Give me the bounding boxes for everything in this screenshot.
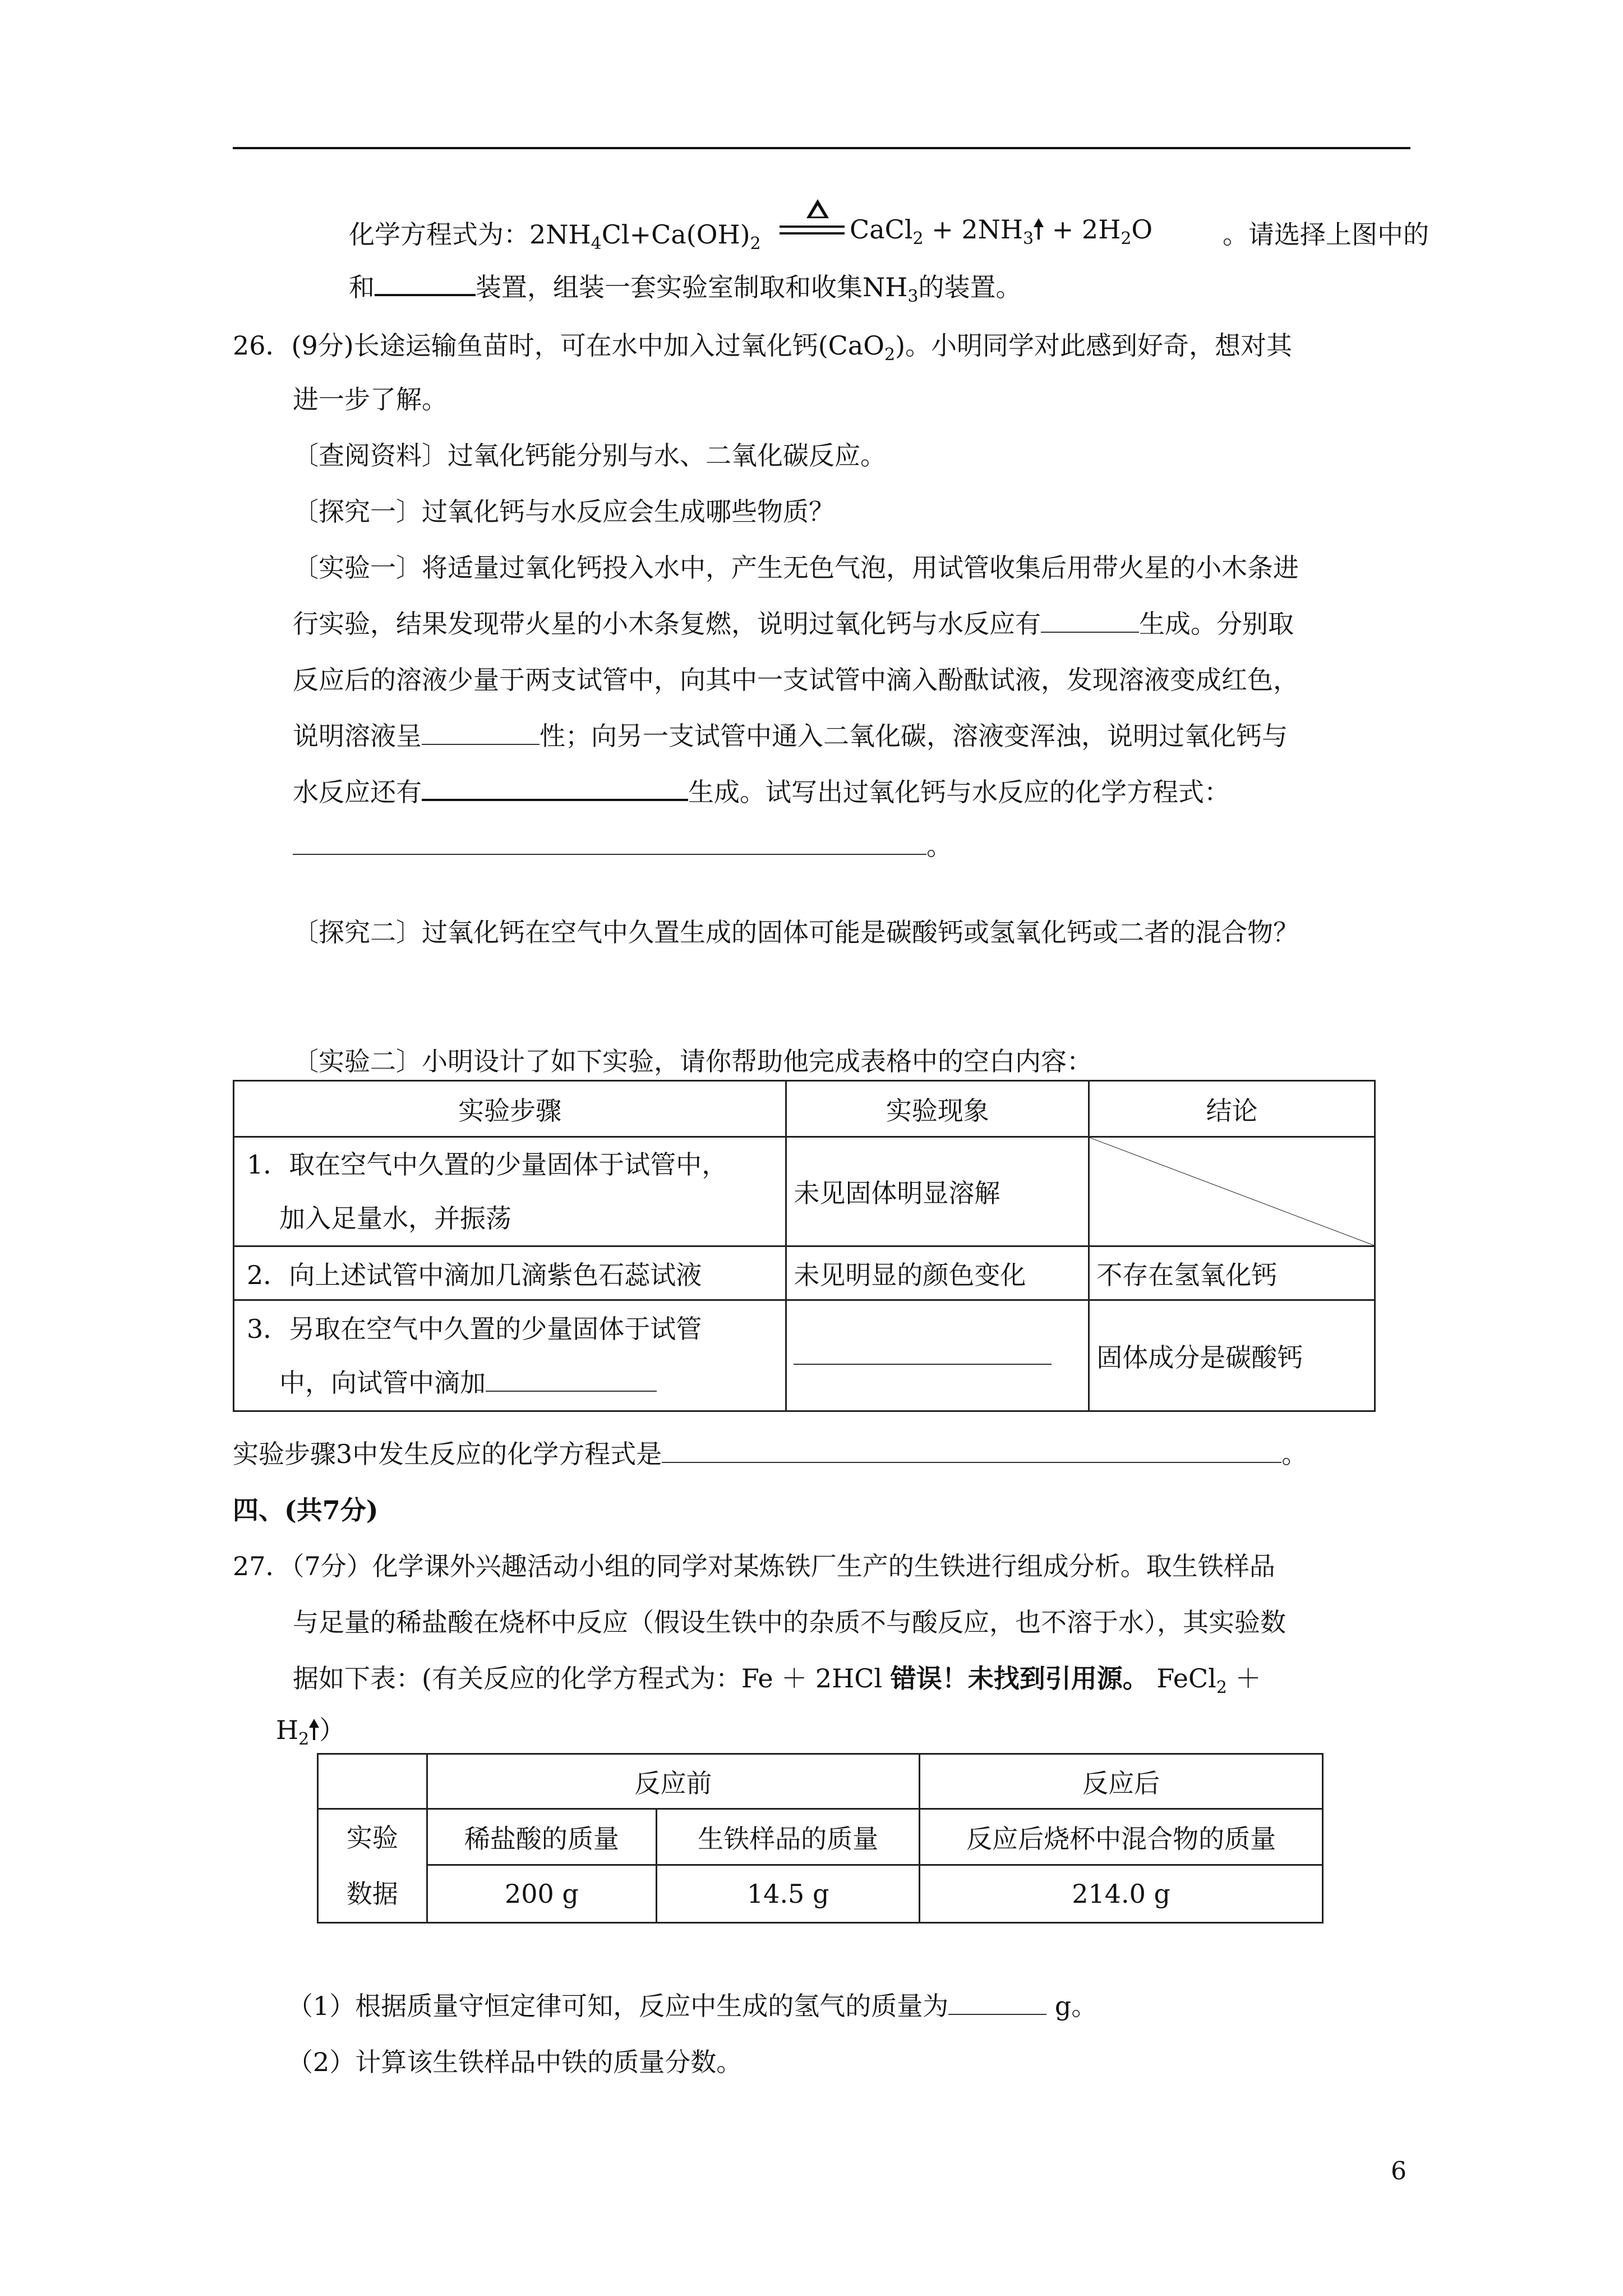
q26-exp1-line4	[293, 716, 1288, 753]
text: )。小明同学对此感到好奇，想对其	[895, 330, 1293, 361]
equals-bar-bottom	[780, 232, 845, 234]
table-row	[318, 1865, 1323, 1923]
subscript: 2	[1121, 229, 1132, 249]
error-text: 错误！未找到引用源。	[890, 1663, 1149, 1694]
table-header-row	[234, 1081, 1375, 1137]
q27-sub1	[287, 1986, 1097, 2023]
text: 。	[1281, 1439, 1308, 1469]
text: 和	[349, 272, 375, 302]
formula-part: CaCl	[850, 214, 913, 245]
row-label: 实验	[346, 1823, 398, 1853]
diagonal-line	[1090, 1138, 1374, 1245]
q27-line4	[276, 1710, 345, 1749]
q26-explore2: 〔探究二〕过氧化钙在空气中久置生成的固体可能是碳酸钙或氢氧化钙或二者的混合物？	[293, 917, 1299, 947]
row-label-cell	[318, 1809, 427, 1923]
subscript: 2	[1216, 1678, 1227, 1697]
formula-part: + 2H	[1044, 214, 1121, 245]
text: g。	[1046, 1991, 1098, 2021]
text: 生成。分别取	[1139, 609, 1294, 639]
value-cell: 214.0 g	[920, 1865, 1323, 1923]
device-line	[349, 267, 1021, 306]
text: 。	[926, 831, 952, 861]
experiment-table	[233, 1080, 1376, 1412]
subscript: 2	[298, 1729, 310, 1749]
subscript: 2	[750, 234, 761, 254]
step-text: 1．取在空气中久置的少量固体于试管中，	[247, 1149, 728, 1180]
text: 水反应还有	[293, 777, 422, 807]
value-cell: 14.5 g	[657, 1865, 920, 1923]
section-title: 四、(共7分)	[233, 1495, 379, 1525]
q26-exp1-line5	[293, 772, 1230, 809]
q27-line1: 27．（7分）化学课外兴趣活动小组的同学对某炼铁厂生产的生铁进行组成分析。取生铁样品	[233, 1551, 1275, 1581]
text: 据如下表：(有关反应的化学方程式为：Fe ＋ 2HCl	[293, 1663, 891, 1694]
text: （1）根据质量守恒定律可知，反应中生成的氢气的质量为	[287, 1991, 949, 2021]
heating-triangle-inner	[811, 205, 824, 217]
formula-part: + 2NH	[923, 214, 1023, 245]
answer-blank[interactable]	[486, 1386, 657, 1392]
header-phenomenon: 实验现象	[786, 1081, 1089, 1137]
step-cell	[234, 1137, 786, 1246]
table-header-row	[318, 1754, 1323, 1809]
step-cell	[234, 1300, 786, 1411]
text: 装置，组装一套实验室制取和收集NH	[476, 272, 908, 302]
text: 性；向另一支试管中通入二氧化碳，溶液变浑浊，说明过氧化钙与	[540, 721, 1288, 751]
q26-exp1-line2	[293, 604, 1294, 641]
answer-blank[interactable]	[293, 849, 926, 855]
answer-blank[interactable]	[422, 794, 688, 801]
step-text: 3．另取在空气中久置的少量固体于试管	[247, 1313, 702, 1344]
subscript: 3	[907, 287, 919, 306]
table-row	[234, 1246, 1375, 1300]
q27-line3	[293, 1658, 1261, 1697]
text: ）	[319, 1715, 345, 1745]
header-conclusion: 结论	[1089, 1081, 1375, 1137]
page-number: 6	[1391, 2157, 1407, 2185]
subscript: 2	[912, 229, 924, 249]
answer-blank[interactable]	[422, 739, 540, 745]
diagonal-cell	[1089, 1137, 1375, 1246]
text: FeCl	[1148, 1663, 1216, 1694]
text: 说明溶液呈	[293, 721, 422, 751]
col-header: 反应后烧杯中混合物的质量	[920, 1809, 1323, 1865]
phenomenon-cell: 未见明显的颜色变化	[786, 1246, 1089, 1300]
answer-blank[interactable]	[662, 1457, 1281, 1463]
header-after: 反应后	[920, 1754, 1323, 1809]
q27-sub2: （2）计算该生铁样品中铁的质量分数。	[287, 2047, 743, 2077]
text: H	[276, 1715, 299, 1745]
q26-exp1-line3: 反应后的溶液少量于两支试管中，向其中一支试管中滴入酚酞试液，发现溶液变成红色，	[293, 665, 1299, 695]
text: 行实验，结果发现带火星的小木条复燃，说明过氧化钙与水反应有	[293, 609, 1041, 639]
formula-part: Cl+Ca(OH)	[601, 219, 750, 250]
subscript: 2	[884, 345, 896, 365]
text: ＋	[1227, 1663, 1261, 1694]
text: 生成。试写出过氧化钙与水反应的化学方程式：	[688, 777, 1230, 807]
equation-suffix: 。请选择上图中的	[1223, 219, 1429, 250]
conclusion-cell: 不存在氢氧化钙	[1089, 1246, 1375, 1300]
q27-line2: 与足量的稀盐酸在烧杯中反应（假设生铁中的杂质不与酸反应，也不溶于水），其实验数	[293, 1607, 1286, 1637]
equation-prefix: 化学方程式为：	[349, 219, 529, 250]
table-row	[234, 1300, 1375, 1411]
equals-bar-top	[780, 226, 845, 228]
step-text: 中，向试管中滴加	[279, 1367, 486, 1398]
q26-line2: 进一步了解。	[293, 384, 448, 415]
header-step: 实验步骤	[234, 1081, 786, 1137]
step3-equation-line	[233, 1434, 1307, 1471]
table-row	[318, 1809, 1323, 1865]
col-header: 稀盐酸的质量	[427, 1809, 656, 1865]
q26-line1	[233, 325, 1292, 365]
data-table	[317, 1753, 1324, 1924]
phenomenon-cell: 未见固体明显溶解	[786, 1137, 1089, 1246]
formula-part: O	[1131, 214, 1153, 245]
text: 的装置。	[918, 272, 1022, 302]
col-header: 生铁样品的质量	[657, 1809, 920, 1865]
answer-blank[interactable]	[1041, 627, 1139, 633]
subscript: 3	[1023, 229, 1034, 249]
formula-part: 2NH	[529, 219, 591, 250]
step-text: 加入足量水，并振荡	[279, 1203, 511, 1234]
equation-line	[349, 214, 761, 254]
q26-exp1-line1: 〔实验一〕将适量过氧化钙投入水中，产生无色气泡，用试管收集后用带火星的小木条进	[293, 553, 1299, 583]
answer-blank[interactable]	[375, 289, 476, 296]
header-rule	[233, 147, 1410, 149]
q26-info: 〔查阅资料〕过氧化钙能分别与水、二氧化碳反应。	[293, 440, 886, 471]
gas-arrow-icon	[309, 1719, 319, 1741]
text: 实验步骤3中发生反应的化学方程式是	[233, 1439, 662, 1469]
corner-cell	[318, 1754, 427, 1809]
equation-products	[850, 214, 1152, 249]
step-cell: 2．向上述试管中滴加几滴紫色石蕊试液	[234, 1246, 786, 1300]
gas-arrow-icon	[1034, 218, 1044, 241]
q26-exp1-line6	[293, 826, 952, 863]
answer-blank[interactable]	[948, 2009, 1046, 2015]
q26-explore1: 〔探究一〕过氧化钙与水反应会生成哪些物质？	[293, 496, 834, 527]
q26-exp2-intro: 〔实验二〕小明设计了如下实验，请你帮助他完成表格中的空白内容：	[293, 1046, 1092, 1076]
row-label: 数据	[346, 1879, 398, 1909]
phenomenon-cell[interactable]	[786, 1300, 1089, 1411]
conclusion-cell: 固体成分是碳酸钙	[1089, 1300, 1375, 1411]
header-before: 反应前	[427, 1754, 920, 1809]
table-row	[234, 1137, 1375, 1246]
answer-blank[interactable]	[794, 1359, 1052, 1365]
text: 26．(9分)长途运输鱼苗时，可在水中加入过氧化钙(CaO	[233, 330, 884, 361]
value-cell: 200 g	[427, 1865, 656, 1923]
subscript: 4	[591, 234, 602, 254]
